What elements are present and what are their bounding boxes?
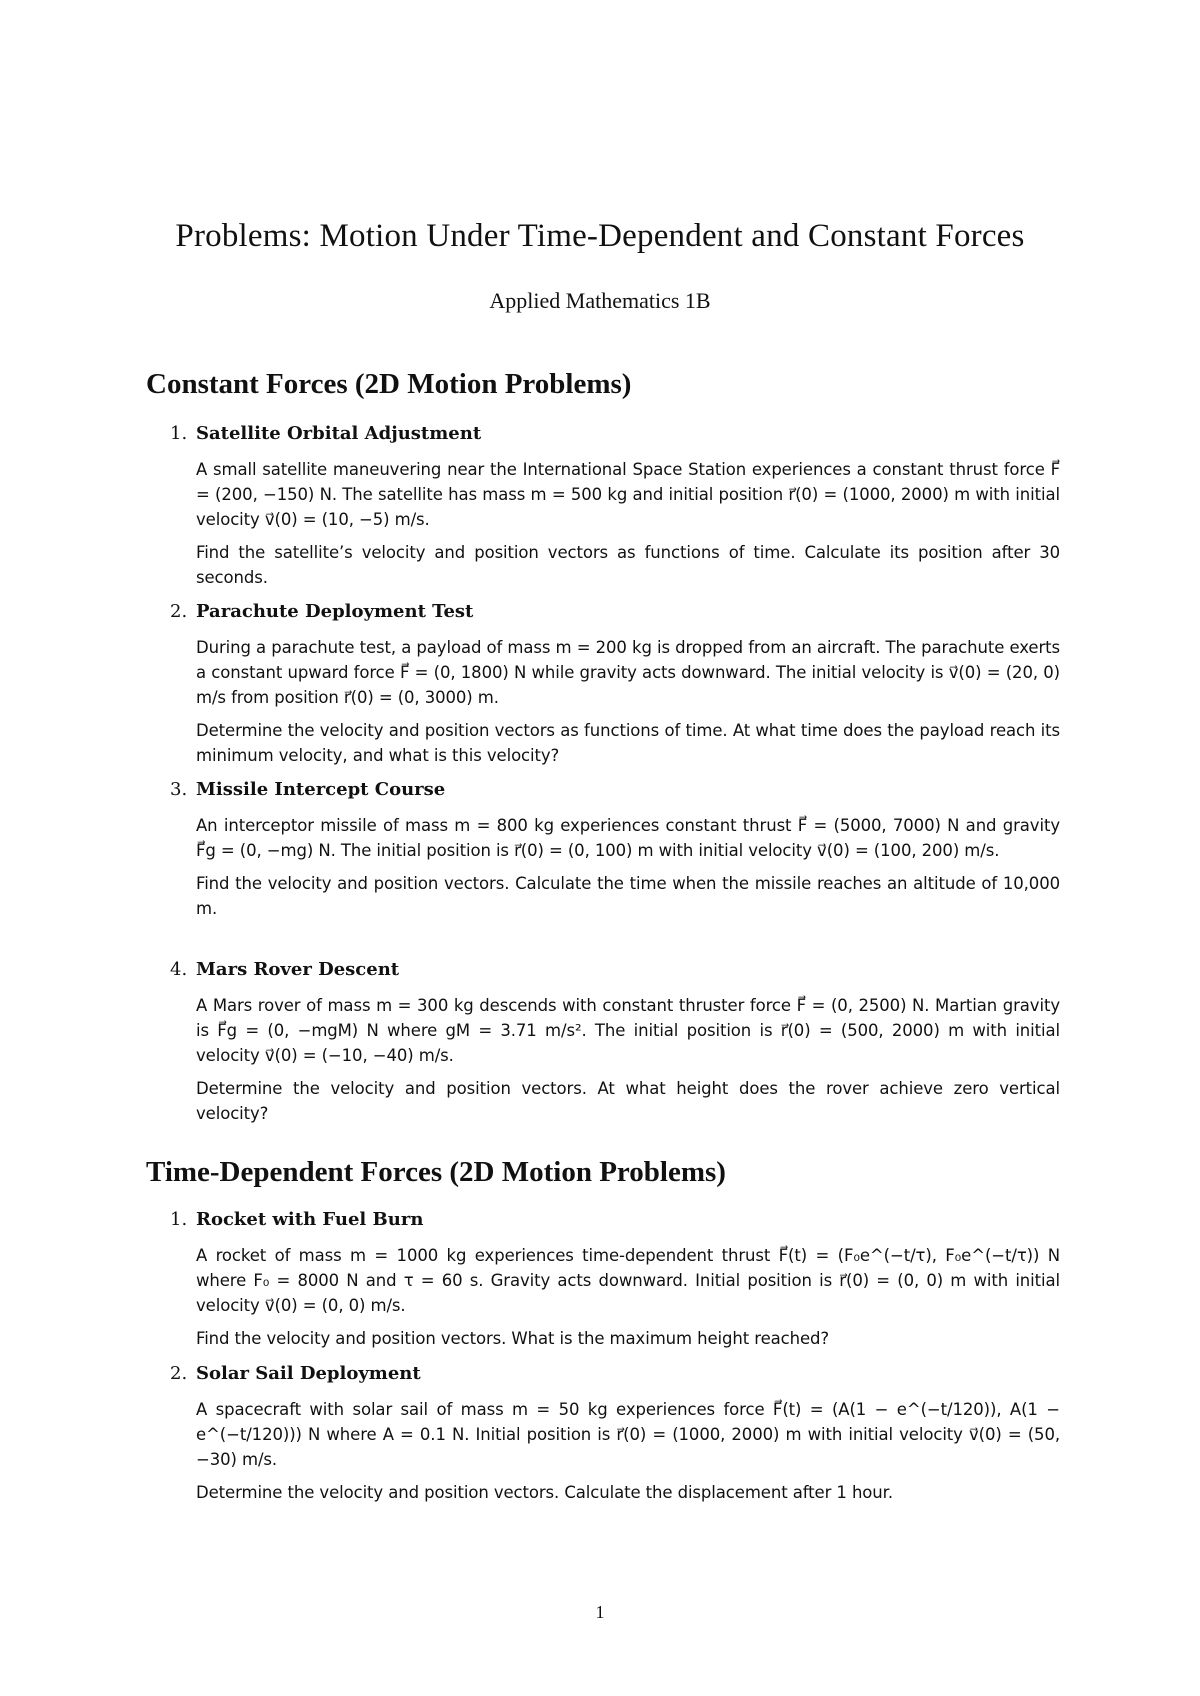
page-number: 1 [595, 1602, 605, 1622]
problem-task: Find the velocity and position vectors. Calculate the time when the missile reaches an altitude of 10,000 m. [196, 874, 1060, 918]
problem-statement: During a parachute test, a payload of mass m = 200 kg is dropped from an aircraft. The parachute exerts a constant upward force F⃗ = (0, 1800) N while gravity acts downward. The initial velocity is v⃗(0) = (20, 0) m/s from position r⃗(0) = (0, 3000) m. [196, 638, 1060, 707]
problem-solar-sail-deployment [170, 1362, 1060, 1505]
document-subtitle: Applied Mathematics 1B [489, 288, 711, 313]
problem-heading: Satellite Orbital Adjustment [196, 423, 482, 444]
problem-number: 3. [170, 779, 188, 800]
problem-statement: A rocket of mass m = 1000 kg experiences time-dependent thrust F⃗(t) = (F₀e^(−t/τ), F₀e^(−t/τ)) N where F₀ = 8000 N and τ = 60 s. Gravity acts downward. Initial position is r⃗(0) = (0, 0) m with initial velocity v⃗(0) = (0, 0) m/s. [196, 1246, 1060, 1315]
problem-statement: A small satellite maneuvering near the International Space Station experiences a constant thrust force F⃗ = (200, −150) N. The satellite has mass m = 500 kg and initial position r⃗(0) = (1000, 2000) m with initial velocity v⃗(0) = (10, −5) m/s. [196, 460, 1060, 529]
problem-number: 1. [170, 1209, 188, 1230]
problem-mars-rover-descent [170, 958, 1060, 1126]
problem-number: 2. [170, 1363, 188, 1384]
problem-missile-intercept-course [170, 778, 1060, 921]
problem-satellite-orbital-adjustment [170, 422, 1060, 590]
problem-task: Determine the velocity and position vectors. Calculate the displacement after 1 hour. [196, 1483, 893, 1502]
problem-task: Determine the velocity and position vectors as functions of time. At what time does the payload reach its minimum velocity, and what is this velocity? [196, 721, 1060, 765]
problem-statement: An interceptor missile of mass m = 800 kg experiences constant thrust F⃗ = (5000, 7000) N and gravity F⃗g = (0, −mg) N. The initial position is r⃗(0) = (0, 100) m with initial velocity v⃗(0) = (100, 200) m/s. [196, 816, 1060, 860]
problem-task: Find the velocity and position vectors. What is the maximum height reached? [196, 1329, 830, 1348]
problem-heading: Missile Intercept Course [196, 779, 446, 800]
problem-heading: Solar Sail Deployment [196, 1363, 421, 1384]
section-title-constant-forces: Constant Forces (2D Motion Problems) [146, 368, 632, 400]
problem-heading: Rocket with Fuel Burn [196, 1209, 424, 1230]
problem-number: 4. [170, 959, 188, 980]
problem-task: Determine the velocity and position vectors. At what height does the rover achieve zero vertical velocity? [196, 1079, 1060, 1123]
problem-number: 2. [170, 601, 188, 622]
problem-rocket-with-fuel-burn [170, 1208, 1060, 1351]
problem-number: 1. [170, 423, 188, 444]
problem-parachute-deployment-test [170, 600, 1060, 768]
problem-heading: Parachute Deployment Test [196, 601, 474, 622]
problem-statement: A Mars rover of mass m = 300 kg descends with constant thruster force F⃗ = (0, 2500) N. Martian gravity is F⃗g = (0, −mgM) N where gM = 3.71 m/s². The initial position is r⃗(0) = (500, 2000) m with initial velocity v⃗(0) = (−10, −40) m/s. [196, 996, 1060, 1065]
document-title: Problems: Motion Under Time-Dependent and Constant Forces [175, 218, 1025, 254]
problem-statement: A spacecraft with solar sail of mass m = 50 kg experiences force F⃗(t) = (A(1 − e^(−t/120)), A(1 − e^(−t/120))) N where A = 0.1 N. Initial position is r⃗(0) = (1000, 2000) m with initial velocity v⃗(0) = (50, −30) m/s. [196, 1400, 1060, 1469]
problem-heading: Mars Rover Descent [196, 959, 400, 980]
section-title-time-dependent-forces: Time-Dependent Forces (2D Motion Problems) [146, 1156, 726, 1188]
problem-task: Find the satellite’s velocity and position vectors as functions of time. Calculate its position after 30 seconds. [196, 543, 1060, 587]
